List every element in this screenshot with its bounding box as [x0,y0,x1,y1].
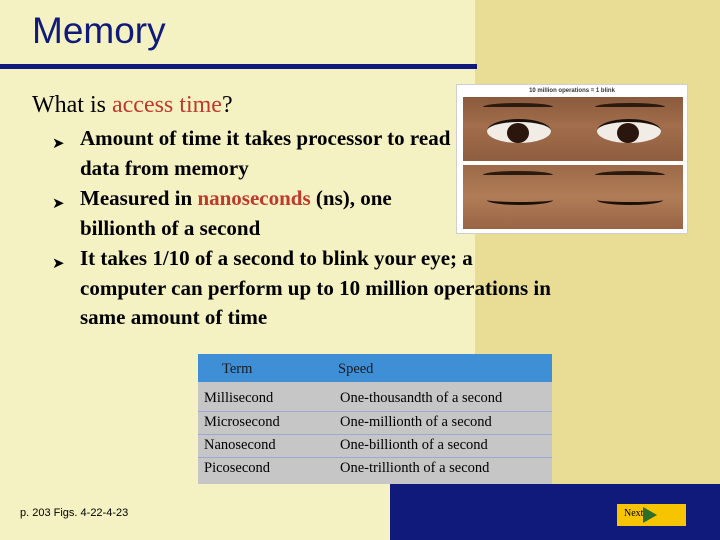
bullet-arrow-icon: ➤ [52,254,65,272]
speed-table [198,354,552,484]
header-speed: Speed [338,361,374,377]
cell-speed: One-millionth of a second [340,414,492,430]
cell-speed: One-trillionth of a second [340,460,490,476]
question-suffix: ? [221,92,233,118]
open-eyes-image [463,97,683,161]
eyebrow-icon [595,171,665,179]
question-highlight: access time [111,92,222,118]
bullet-1: Amount of time it takes processor to read data from memory [80,126,451,180]
closed-eye-icon [487,195,553,205]
cell-speed: One-billionth of a second [340,437,488,453]
bullet-arrow-icon: ➤ [52,194,65,212]
page-reference: p. 203 Figs. 4-22-4-23 [20,507,129,519]
arrow-right-icon [643,507,657,523]
cell-term: Picosecond [204,460,271,476]
eyebrow-icon [483,103,553,111]
photo-caption: 10 million operations = 1 blink [529,88,615,94]
table-row [198,434,552,457]
table-row [198,388,552,411]
eyebrow-icon [595,103,665,111]
table-header [198,354,552,382]
title-rule [0,64,477,69]
page-title: Memory [32,10,166,51]
bullet-arrow-icon: ➤ [52,134,65,152]
closed-eye-icon [597,195,663,205]
cell-speed: One-thousandth of a second [340,390,503,406]
cell-term: Microsecond [204,414,280,430]
open-eye-icon [487,119,551,143]
bullet-2-prefix: Measured in [80,186,198,210]
table-row [198,411,552,434]
open-eye-icon [597,119,661,143]
header-term: Term [222,361,253,377]
next-button[interactable] [617,504,686,526]
cell-term: Nanosecond [204,437,276,453]
bullet-2-suffix: (ns), one billionth of a second [80,186,392,240]
table-body [198,382,552,484]
cell-term: Millisecond [204,390,274,406]
question-prefix: What is [32,92,112,118]
closed-eyes-image [463,165,683,229]
bullet-2 [80,184,460,243]
blink-photo [456,84,688,234]
bullet-2-highlight: nanoseconds [197,186,311,210]
question-heading [32,92,233,119]
bullet-3: It takes 1/10 of a second to blink your eye; a computer can perform up to 10 million operations in same amount of time [80,246,551,329]
table-row [198,457,552,480]
eyebrow-icon [483,171,553,179]
next-label: Next [624,508,644,519]
